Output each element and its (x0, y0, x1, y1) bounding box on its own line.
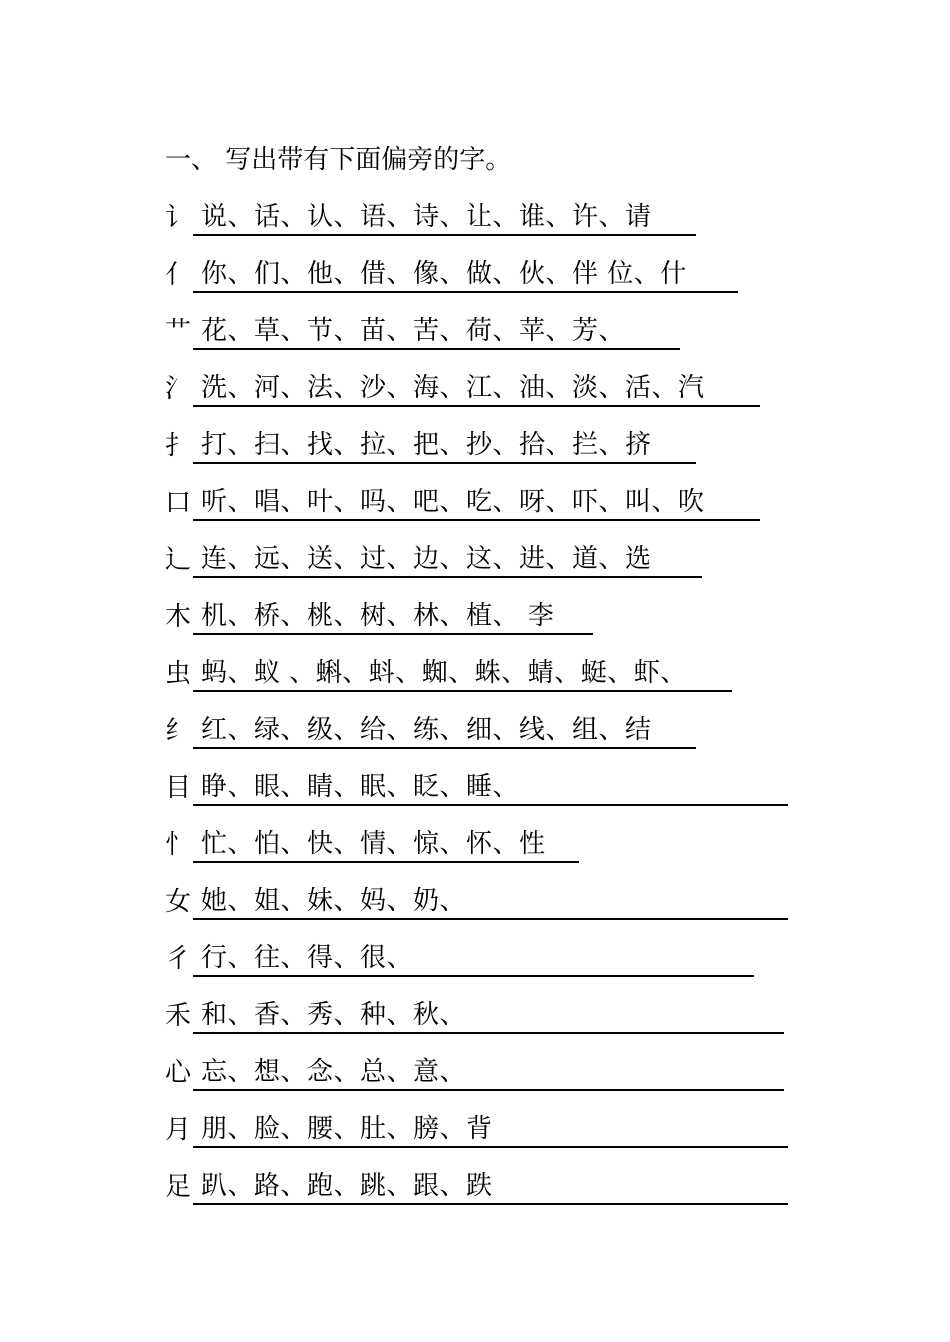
radical-row (165, 253, 738, 293)
radical-row (165, 1165, 788, 1205)
radical-label: 艹 (165, 317, 192, 347)
radical-label: 彳 (165, 944, 192, 974)
answer-line: 打、扫、找、拉、把、抄、拾、拦、挤 (193, 428, 696, 464)
radical-row (165, 709, 696, 749)
answer-line: 机、桥、桃、树、林、植、 李 (193, 599, 593, 635)
radical-label: 纟 (165, 716, 192, 746)
radical-label: 木 (165, 602, 192, 632)
radical-label: 足 (165, 1172, 192, 1202)
radical-row (165, 310, 680, 350)
radical-row (165, 595, 593, 635)
radical-row (165, 994, 784, 1034)
radical-row (165, 823, 579, 863)
radical-row (165, 538, 702, 578)
worksheet-title: 一、 写出带有下面偏旁的字。 (165, 145, 512, 175)
radical-row (165, 1051, 784, 1091)
radical-label: 口 (165, 488, 192, 518)
answer-line: 花、草、节、苗、苦、荷、苹、芳、 (193, 314, 680, 350)
radical-row (165, 1108, 788, 1148)
answer-line: 行、往、得、很、 (193, 941, 754, 977)
radical-label: 讠 (165, 203, 192, 233)
answer-line: 朋、脸、腰、肚、膀、背 (193, 1112, 788, 1148)
radical-row (165, 937, 754, 977)
answer-line: 和、香、秀、种、秋、 (193, 998, 784, 1034)
radical-row (165, 766, 788, 806)
radical-row (165, 481, 760, 521)
radical-label: 目 (165, 773, 192, 803)
answer-line: 忘、想、念、总、意、 (193, 1055, 784, 1091)
radical-label: 女 (165, 887, 192, 917)
radical-label: 忄 (165, 830, 192, 860)
radical-label: 氵 (165, 374, 192, 404)
answer-line: 红、绿、级、给、练、细、线、组、结 (193, 713, 696, 749)
answer-line: 洗、河、法、沙、海、江、油、淡、活、汽 (193, 371, 760, 407)
radical-row (165, 652, 732, 692)
answer-line: 蚂、蚁 、蝌、蚪、蜘、蛛、蜻、蜓、虾、 (193, 656, 732, 692)
answer-line: 睁、眼、睛、眠、眨、睡、 (193, 770, 788, 806)
radical-row (165, 196, 696, 236)
answer-line: 忙、怕、快、情、惊、怀、性 (193, 827, 579, 863)
answer-line: 说、话、认、语、诗、让、谁、许、请 (193, 200, 696, 236)
radical-row (165, 367, 760, 407)
radical-row (165, 424, 696, 464)
answer-line: 听、唱、叶、吗、吧、吃、呀、吓、叫、吹 (193, 485, 760, 521)
radical-label: 月 (165, 1115, 192, 1145)
radical-label: 禾 (165, 1001, 192, 1031)
radical-label: 虫 (165, 659, 192, 689)
answer-line: 她、姐、妹、妈、奶、 (193, 884, 788, 920)
answer-line: 趴、路、跑、跳、跟、跌 (193, 1169, 788, 1205)
answer-line: 你、们、他、借、像、做、伙、伴 位、什 (193, 257, 738, 293)
radical-label: 辶 (165, 545, 192, 575)
radical-label: 扌 (165, 431, 192, 461)
radical-row (165, 880, 788, 920)
radical-label: 亻 (165, 260, 192, 290)
radical-label: 心 (165, 1058, 192, 1088)
answer-line: 连、远、送、过、边、这、进、道、选 (193, 542, 702, 578)
